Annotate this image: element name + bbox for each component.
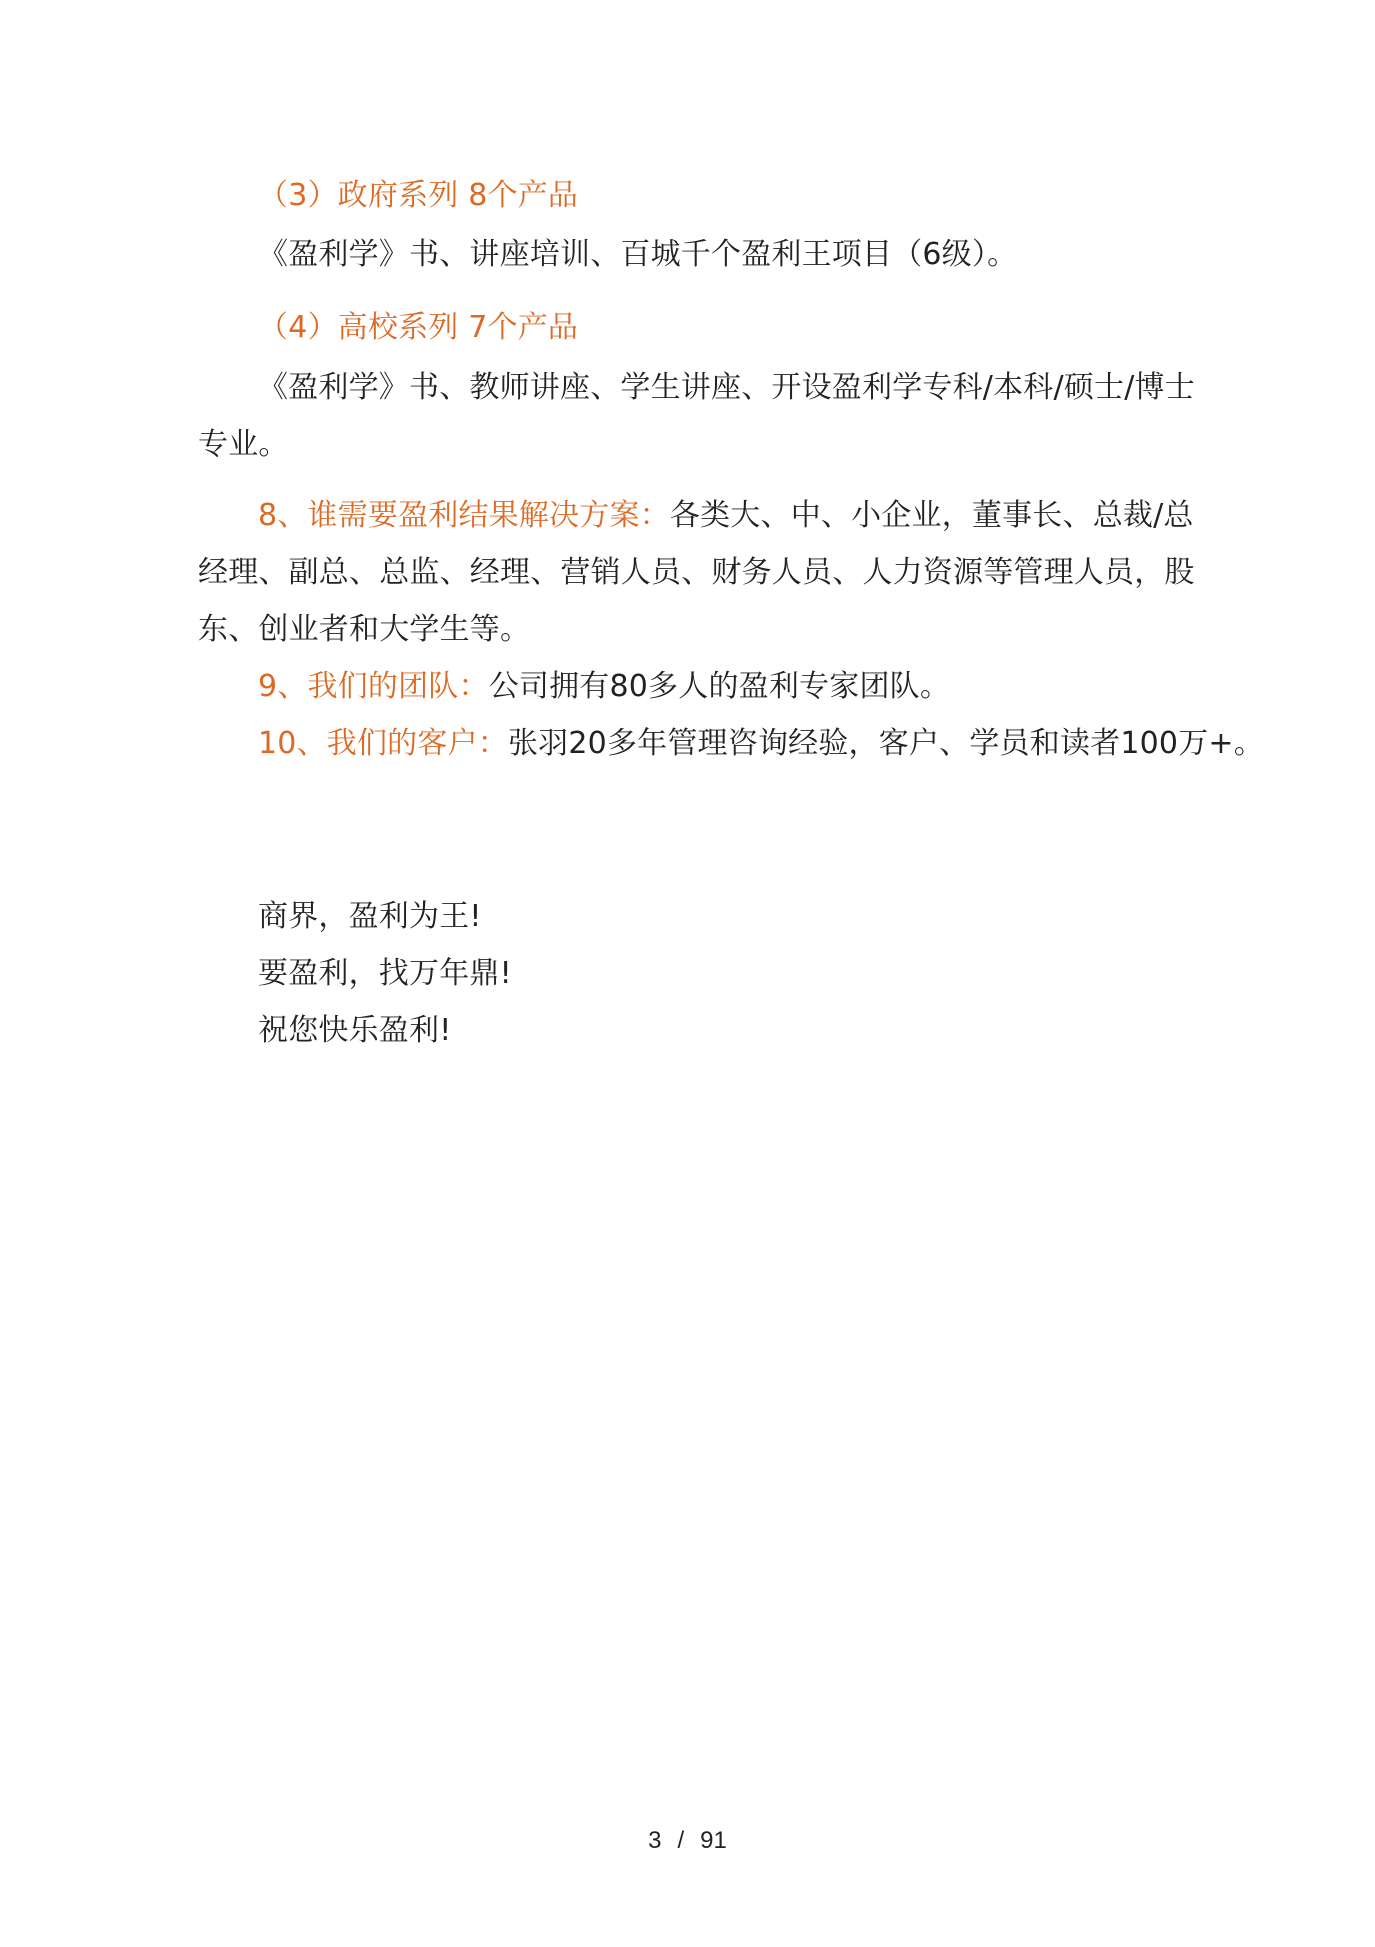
gov-series-heading: （3）政府系列 8个产品 xyxy=(258,178,579,213)
gov-series-body: 《盈利学》书、讲座培训、百城千个盈利王项目（6级）。 xyxy=(258,237,1018,272)
univ-series-body-line2: 专业。 xyxy=(198,427,289,462)
item9-label: 9、我们的团队： xyxy=(258,669,489,704)
univ-series-heading: （4）高校系列 7个产品 xyxy=(258,310,579,345)
item9-text: 公司拥有80多人的盈利专家团队。 xyxy=(488,669,951,704)
page-separator: / xyxy=(677,1827,685,1854)
item10-line xyxy=(258,724,1264,764)
item8-label: 8、谁需要盈利结果解决方案： xyxy=(258,498,670,533)
closing-line3: 祝您快乐盈利! xyxy=(258,1013,452,1048)
closing-line2: 要盈利，找万年鼎! xyxy=(258,956,512,991)
item8-text-line1: 各类大、中、小企业，董事长、总裁/总 xyxy=(669,498,1194,533)
current-page-number: 3 xyxy=(648,1827,662,1854)
closing-line1: 商界，盈利为王! xyxy=(258,899,482,934)
item10-label: 10、我们的客户： xyxy=(258,726,508,761)
page-number-footer xyxy=(0,1826,1375,1856)
item8-line1 xyxy=(258,496,1194,536)
item8-text-line3: 东、创业者和大学生等。 xyxy=(198,612,531,647)
item9-line xyxy=(258,667,950,707)
item10-text: 张羽20多年管理咨询经验，客户、学员和读者100万+。 xyxy=(507,726,1264,761)
univ-series-body-line1: 《盈利学》书、教师讲座、学生讲座、开设盈利学专科/本科/硕士/博士 xyxy=(258,370,1195,405)
total-pages-number: 91 xyxy=(700,1827,727,1854)
item8-text-line2: 经理、副总、总监、经理、营销人员、财务人员、人力资源等管理人员，股 xyxy=(198,555,1195,590)
